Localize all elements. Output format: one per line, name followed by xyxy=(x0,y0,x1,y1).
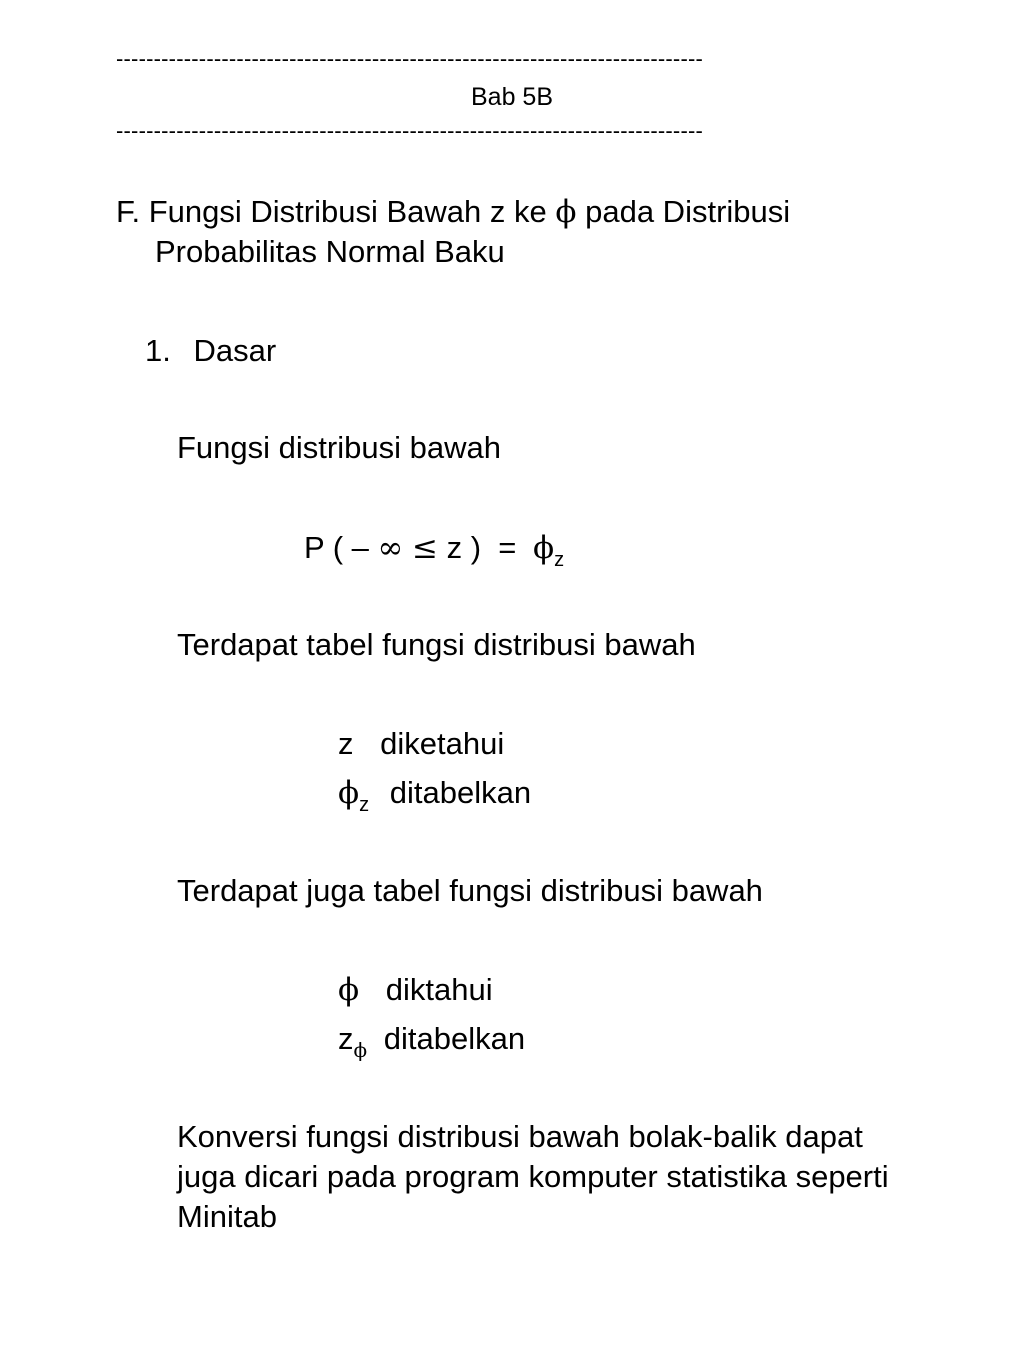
paragraph-4-line1: Konversi fungsi distribusi bawah bolak-balik dapat xyxy=(177,1119,863,1154)
paragraph-1: Fungsi distribusi bawah xyxy=(177,430,501,465)
subsection-heading xyxy=(145,331,276,371)
formula-subscript: z xyxy=(554,549,565,571)
phi-symbol: ϕ xyxy=(338,775,360,811)
header-rule-bottom: ------------------------------------------------------------------------------ xyxy=(116,118,704,143)
section-title-line2: Probabilitas Normal Baku xyxy=(155,234,505,269)
paragraph-4-line3: Minitab xyxy=(177,1199,277,1234)
list1-item1-var: z xyxy=(338,726,354,761)
list1-item2-sub: z xyxy=(359,794,370,816)
paragraph-3: Terdapat juga tabel fungsi distribusi bawah xyxy=(177,873,763,908)
phi-symbol: ϕ xyxy=(338,972,360,1008)
subsection-number: 1. xyxy=(145,333,171,368)
infinity-symbol: ∞ xyxy=(377,530,404,566)
formula-right: z ) = xyxy=(446,530,517,565)
list2-item1 xyxy=(338,970,493,1010)
phi-symbol: ϕ xyxy=(532,530,555,566)
chapter-label: Bab 5B xyxy=(470,83,553,111)
list2-item1-text: diktahui xyxy=(385,972,493,1007)
section-title-text-end: pada Distribusi xyxy=(585,194,791,229)
list2-item2-sub: ϕ xyxy=(353,1038,368,1062)
list2-item2 xyxy=(338,1019,525,1062)
leq-symbol: ≤ xyxy=(411,530,438,566)
list1-item2-text: ditabelkan xyxy=(389,775,532,810)
subsection-title: Dasar xyxy=(193,333,277,368)
header-rule-top: ------------------------------------------------------------------------------ xyxy=(116,46,704,71)
list1-item1 xyxy=(338,724,504,764)
paragraph-2: Terdapat tabel fungsi distribusi bawah xyxy=(177,627,696,662)
phi-symbol: ϕ xyxy=(555,194,577,230)
formula xyxy=(304,528,564,572)
formula-left: P ( – xyxy=(304,530,369,565)
section-title-text: F. Fungsi Distribusi Bawah z ke xyxy=(116,194,547,229)
paragraph-4-line2: juga dicari pada program komputer statistika seperti xyxy=(177,1159,889,1194)
list2-item2-text: ditabelkan xyxy=(383,1021,526,1056)
section-title-line1 xyxy=(116,192,790,232)
list2-item2-var: z xyxy=(338,1021,354,1056)
list1-item2 xyxy=(338,773,531,817)
list1-item1-text: diketahui xyxy=(380,726,505,761)
